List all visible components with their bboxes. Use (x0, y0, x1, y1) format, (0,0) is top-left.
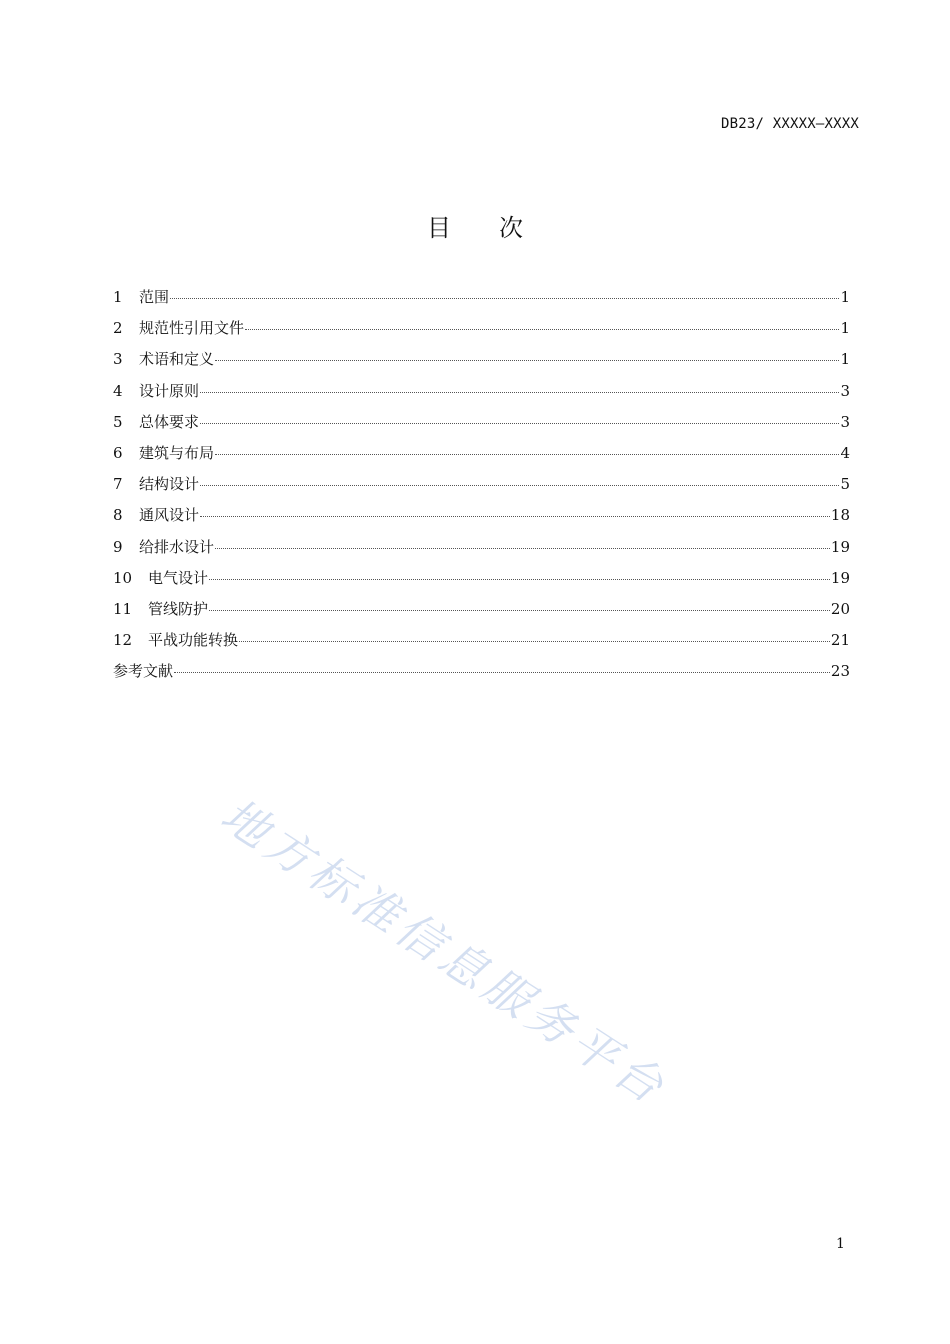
toc-entry-page: 1 (840, 319, 850, 338)
toc-entry-page: 1 (840, 350, 850, 369)
toc-entry-10[interactable] (113, 566, 850, 597)
toc-entry-page: 5 (840, 475, 850, 494)
toc-entry-number: 11 (113, 599, 133, 618)
toc-entry-page: 23 (830, 662, 850, 681)
toc-entry-page: 19 (830, 537, 850, 556)
dot-leader (215, 346, 839, 361)
toc-entry-label: 电气设计 (148, 568, 209, 587)
dot-leader (170, 284, 839, 299)
toc-entry-number: 9 (113, 537, 123, 556)
dot-leader (200, 502, 830, 517)
toc-entry-number: 7 (113, 475, 123, 494)
dot-leader (174, 658, 830, 673)
toc-entry-page: 20 (830, 599, 850, 618)
toc-entry-references[interactable] (113, 659, 850, 690)
toc-entry-2[interactable] (113, 316, 850, 347)
title-char-1: 目 (427, 214, 451, 242)
toc-entry-8[interactable] (113, 503, 850, 534)
dot-leader (200, 409, 839, 424)
toc-entry-5[interactable] (113, 410, 850, 441)
toc-entry-11[interactable] (113, 597, 850, 628)
dot-leader (239, 627, 830, 642)
toc-entry-3[interactable] (113, 347, 850, 378)
page-title (0, 208, 950, 243)
toc-entry-label: 规范性引用文件 (139, 319, 245, 338)
toc-entry-label: 平战功能转换 (148, 631, 239, 650)
toc-entry-label: 术语和定义 (139, 350, 215, 369)
dot-leader (200, 471, 839, 486)
toc-entry-number: 2 (113, 319, 123, 338)
toc-entry-page: 21 (830, 631, 850, 650)
toc-entry-9[interactable] (113, 535, 850, 566)
toc-entry-label: 建筑与布局 (139, 443, 215, 462)
toc-entry-page: 4 (840, 443, 850, 462)
toc-entry-number: 8 (113, 506, 123, 525)
toc-entry-number: 3 (113, 350, 123, 369)
toc-entry-page: 3 (840, 381, 850, 400)
toc-entry-number: 10 (113, 568, 133, 587)
dot-leader (209, 596, 830, 611)
toc-entry-label: 通风设计 (139, 506, 200, 525)
toc-entry-4[interactable] (113, 379, 850, 410)
toc-entry-number: 4 (113, 381, 123, 400)
toc-entry-page: 18 (830, 506, 850, 525)
toc-entry-page: 3 (840, 412, 850, 431)
toc-entry-number: 6 (113, 443, 123, 462)
toc-entry-label: 范围 (139, 288, 170, 306)
toc-entry-number: 1 (113, 288, 123, 306)
toc-entry-12[interactable] (113, 628, 850, 659)
dot-leader (215, 534, 830, 549)
toc-entry-label: 设计原则 (139, 381, 200, 400)
dot-leader (215, 440, 839, 455)
toc-entry-label: 给排水设计 (139, 537, 215, 556)
table-of-contents (113, 285, 850, 690)
toc-entry-6[interactable] (113, 441, 850, 472)
page-number: 1 (836, 1236, 845, 1252)
toc-entry-number: 5 (113, 412, 123, 431)
toc-entry-label: 管线防护 (148, 599, 209, 618)
document-code: DB23/ XXXXX—XXXX (720, 116, 859, 132)
toc-entry-label: 结构设计 (139, 475, 200, 494)
watermark: 地方标准信息服务平台 (211, 787, 678, 1117)
title-char-2: 次 (499, 214, 523, 242)
toc-entry-7[interactable] (113, 472, 850, 503)
dot-leader (245, 315, 839, 330)
toc-entry-page: 19 (830, 568, 850, 587)
dot-leader (200, 378, 839, 393)
toc-entry-number: 12 (113, 631, 133, 650)
toc-entry-page: 1 (840, 288, 850, 306)
toc-entry-label: 总体要求 (139, 412, 200, 431)
toc-entry-label: 参考文献 (113, 662, 174, 681)
dot-leader (209, 565, 830, 580)
toc-entry-1[interactable] (113, 285, 850, 316)
